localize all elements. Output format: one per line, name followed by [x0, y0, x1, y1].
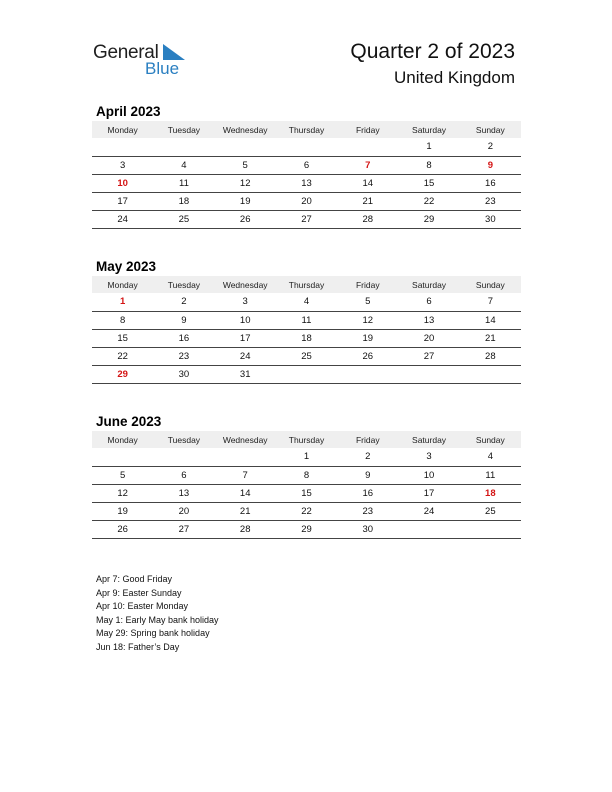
holiday-item: Apr 10: Easter Monday [96, 601, 189, 611]
weekday-header: Thursday [276, 121, 337, 138]
week-row [92, 311, 521, 329]
day-cell: 8 [398, 156, 459, 174]
day-cell: 14 [460, 311, 521, 329]
day-cell: 21 [215, 502, 276, 520]
day-cell: 25 [460, 502, 521, 520]
day-cell: 6 [398, 293, 459, 311]
day-cell: 20 [276, 192, 337, 210]
day-cell: 23 [153, 347, 214, 365]
weekday-header-row [92, 121, 521, 138]
day-cell: 30 [460, 210, 521, 228]
day-cell: 13 [398, 311, 459, 329]
empty-day-cell [398, 365, 459, 383]
month-calendar [92, 431, 521, 539]
day-cell: 30 [337, 520, 398, 538]
empty-day-cell [276, 365, 337, 383]
weekday-header: Monday [92, 121, 153, 138]
day-cell: 5 [215, 156, 276, 174]
empty-day-cell [153, 138, 214, 156]
day-cell: 21 [337, 192, 398, 210]
day-cell: 10 [215, 311, 276, 329]
day-cell: 22 [92, 347, 153, 365]
holiday-day-cell: 29 [92, 365, 153, 383]
holiday-day-cell: 10 [92, 174, 153, 192]
weekday-header: Monday [92, 431, 153, 448]
holiday-day-cell: 1 [92, 293, 153, 311]
empty-day-cell [460, 520, 521, 538]
day-cell: 15 [398, 174, 459, 192]
week-row [92, 156, 521, 174]
day-cell: 26 [92, 520, 153, 538]
day-cell: 3 [215, 293, 276, 311]
holiday-item: Jun 18: Father’s Day [96, 641, 180, 652]
day-cell: 1 [398, 138, 459, 156]
month-title: April 2023 [96, 104, 161, 119]
weekday-header: Friday [337, 121, 398, 138]
day-cell: 8 [92, 311, 153, 329]
weekday-header: Saturday [398, 276, 459, 293]
day-cell: 16 [460, 174, 521, 192]
month-block-june [92, 412, 521, 539]
holiday-list [96, 573, 219, 654]
day-cell: 12 [337, 311, 398, 329]
empty-day-cell [215, 138, 276, 156]
day-cell: 5 [92, 466, 153, 484]
month-calendar [92, 276, 521, 384]
day-cell: 14 [215, 484, 276, 502]
week-row [92, 347, 521, 365]
empty-day-cell [398, 520, 459, 538]
day-cell: 19 [337, 329, 398, 347]
weekday-header: Saturday [398, 121, 459, 138]
day-cell: 11 [153, 174, 214, 192]
weekday-header: Saturday [398, 431, 459, 448]
day-cell: 24 [398, 502, 459, 520]
day-cell: 25 [153, 210, 214, 228]
day-cell: 18 [153, 192, 214, 210]
week-row [92, 466, 521, 484]
weekday-header-row [92, 276, 521, 293]
day-cell: 19 [215, 192, 276, 210]
month-block-april [92, 102, 521, 229]
day-cell: 3 [398, 448, 459, 466]
day-cell: 22 [276, 502, 337, 520]
week-row [92, 174, 521, 192]
day-cell: 4 [276, 293, 337, 311]
day-cell: 10 [398, 466, 459, 484]
day-cell: 26 [215, 210, 276, 228]
weekday-header: Friday [337, 431, 398, 448]
day-cell: 25 [276, 347, 337, 365]
day-cell: 8 [276, 466, 337, 484]
logo-triangle-icon [163, 44, 185, 60]
weekday-header: Monday [92, 276, 153, 293]
empty-day-cell [460, 365, 521, 383]
day-cell: 2 [337, 448, 398, 466]
week-row [92, 520, 521, 538]
weekday-header: Tuesday [153, 276, 214, 293]
weekday-header: Sunday [460, 431, 521, 448]
empty-day-cell [215, 448, 276, 466]
holiday-item: Apr 9: Easter Sunday [96, 587, 182, 598]
day-cell: 28 [337, 210, 398, 228]
day-cell: 12 [215, 174, 276, 192]
day-cell: 15 [276, 484, 337, 502]
day-cell: 23 [337, 502, 398, 520]
day-cell: 24 [92, 210, 153, 228]
day-cell: 12 [92, 484, 153, 502]
day-cell: 21 [460, 329, 521, 347]
day-cell: 27 [153, 520, 214, 538]
page-subtitle: United Kingdom [394, 68, 515, 87]
weekday-header: Sunday [460, 121, 521, 138]
day-cell: 31 [215, 365, 276, 383]
weekday-header-row [92, 431, 521, 448]
week-row [92, 138, 521, 156]
weekday-header: Wednesday [215, 276, 276, 293]
month-title: May 2023 [96, 259, 157, 274]
day-cell: 9 [153, 311, 214, 329]
empty-day-cell [337, 365, 398, 383]
week-row [92, 329, 521, 347]
weekday-header: Tuesday [153, 431, 214, 448]
day-cell: 20 [398, 329, 459, 347]
week-row [92, 365, 521, 383]
month-calendar [92, 121, 521, 229]
week-row [92, 210, 521, 228]
day-cell: 11 [460, 466, 521, 484]
day-cell: 16 [337, 484, 398, 502]
weekday-header: Tuesday [153, 121, 214, 138]
day-cell: 27 [398, 347, 459, 365]
holiday-day-cell: 7 [337, 156, 398, 174]
holiday-day-cell: 9 [460, 156, 521, 174]
day-cell: 13 [276, 174, 337, 192]
month-title: June 2023 [96, 414, 162, 429]
day-cell: 14 [337, 174, 398, 192]
day-cell: 27 [276, 210, 337, 228]
day-cell: 13 [153, 484, 214, 502]
day-cell: 18 [276, 329, 337, 347]
day-cell: 5 [337, 293, 398, 311]
day-cell: 4 [153, 156, 214, 174]
day-cell: 16 [153, 329, 214, 347]
week-row [92, 293, 521, 311]
day-cell: 17 [215, 329, 276, 347]
month-block-may [92, 257, 521, 384]
day-cell: 20 [153, 502, 214, 520]
day-cell: 7 [215, 466, 276, 484]
week-row [92, 448, 521, 466]
day-cell: 7 [460, 293, 521, 311]
day-cell: 29 [276, 520, 337, 538]
day-cell: 1 [276, 448, 337, 466]
day-cell: 29 [398, 210, 459, 228]
logo-text-blue: Blue [145, 59, 180, 78]
day-cell: 9 [337, 466, 398, 484]
weekday-header: Friday [337, 276, 398, 293]
empty-day-cell [92, 138, 153, 156]
weekday-header: Thursday [276, 431, 337, 448]
day-cell: 3 [92, 156, 153, 174]
day-cell: 11 [276, 311, 337, 329]
day-cell: 19 [92, 502, 153, 520]
logo-text-general: General [93, 42, 159, 63]
holiday-day-cell: 18 [460, 484, 521, 502]
week-row [92, 484, 521, 502]
day-cell: 17 [92, 192, 153, 210]
weekday-header: Wednesday [215, 431, 276, 448]
day-cell: 24 [215, 347, 276, 365]
day-cell: 15 [92, 329, 153, 347]
weekday-header: Thursday [276, 276, 337, 293]
empty-day-cell [276, 138, 337, 156]
holiday-item: Apr 7: Good Friday [96, 574, 173, 584]
day-cell: 2 [460, 138, 521, 156]
day-cell: 4 [460, 448, 521, 466]
week-row [92, 192, 521, 210]
day-cell: 30 [153, 365, 214, 383]
empty-day-cell [92, 448, 153, 466]
week-row [92, 502, 521, 520]
day-cell: 17 [398, 484, 459, 502]
day-cell: 6 [153, 466, 214, 484]
empty-day-cell [337, 138, 398, 156]
weekday-header: Sunday [460, 276, 521, 293]
day-cell: 6 [276, 156, 337, 174]
holiday-item: May 29: Spring bank holiday [96, 628, 210, 638]
day-cell: 22 [398, 192, 459, 210]
day-cell: 28 [215, 520, 276, 538]
day-cell: 26 [337, 347, 398, 365]
day-cell: 28 [460, 347, 521, 365]
weekday-header: Wednesday [215, 121, 276, 138]
day-cell: 23 [460, 192, 521, 210]
page-title: Quarter 2 of 2023 [350, 40, 515, 63]
day-cell: 2 [153, 293, 214, 311]
generalblue-logo [93, 40, 193, 80]
empty-day-cell [153, 448, 214, 466]
holiday-item: May 1: Early May bank holiday [96, 614, 219, 625]
